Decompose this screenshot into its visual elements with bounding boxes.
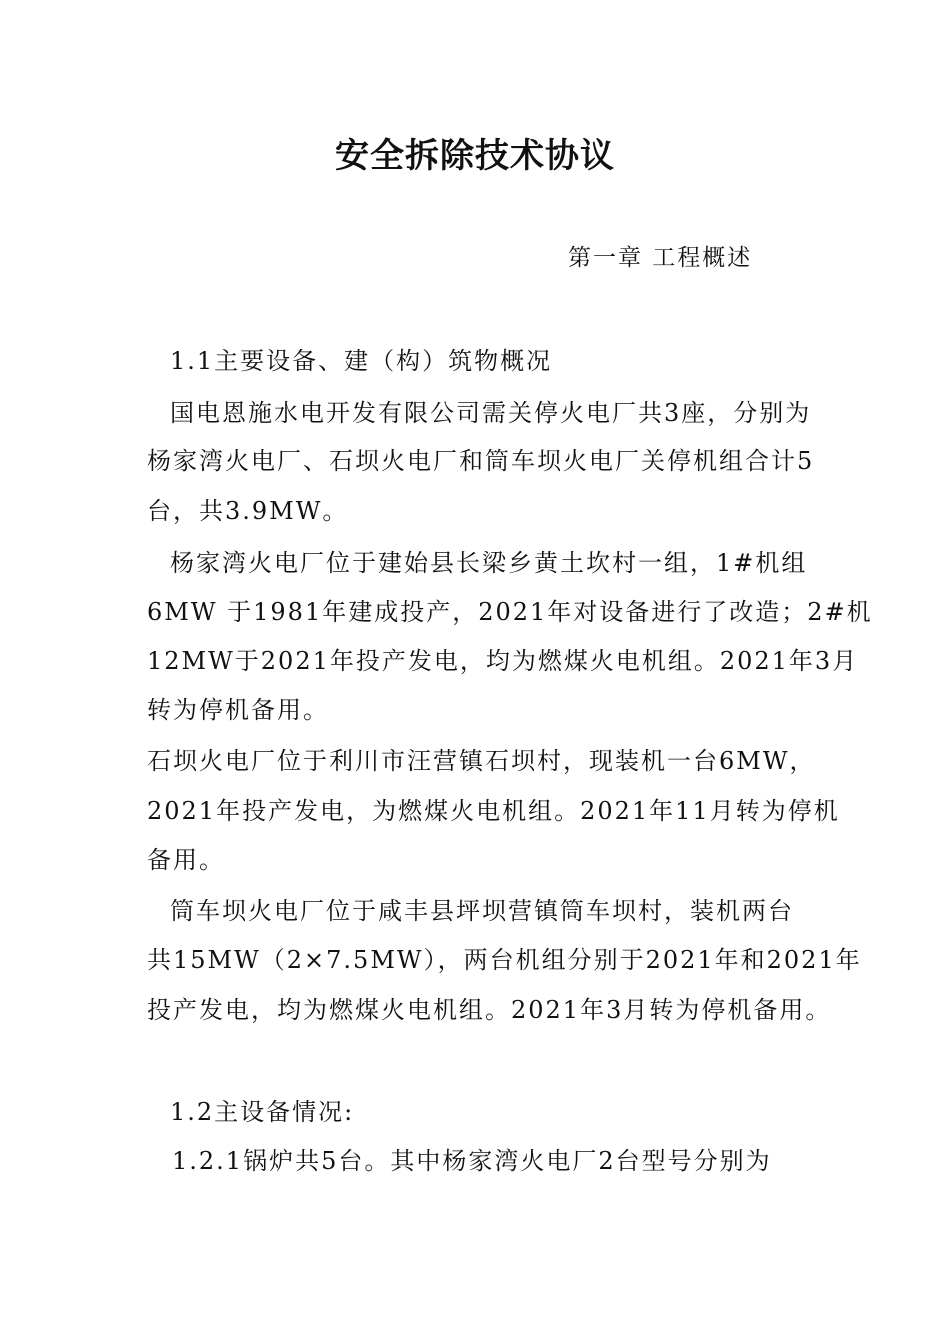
- paragraph-line: 国电恩施水电开发有限公司需关停火电厂共3座，分别为: [170, 399, 812, 427]
- paragraph-line: 备用。: [147, 846, 225, 874]
- paragraph-line: 转为停机备用。: [147, 696, 329, 724]
- paragraph-line: 投产发电，均为燃煤火电机组。2021年3月转为停机备用。: [147, 996, 832, 1024]
- paragraph-line: 筒车坝火电厂位于咸丰县坪坝营镇筒车坝村，装机两台: [170, 897, 794, 925]
- paragraph-line: 6MW 于1981年建成投产，2021年对设备进行了改造；2#机: [147, 598, 873, 626]
- paragraph-line: 12MW于2021年投产发电，均为燃煤火电机组。2021年3月: [147, 647, 859, 675]
- paragraph-line: 共15MW（2×7.5MW），两台机组分别于2021年和2021年: [147, 946, 862, 974]
- document-title: 安全拆除技术协议: [335, 136, 615, 176]
- paragraph-line: 2021年投产发电，为燃煤火电机组。2021年11月转为停机: [147, 797, 840, 825]
- paragraph-line: 杨家湾火电厂、石坝火电厂和筒车坝火电厂关停机组合计5: [147, 447, 815, 475]
- section-1-2-heading: 1.2主设备情况:: [170, 1098, 355, 1126]
- paragraph-line: 台，共3.9MW。: [147, 497, 349, 525]
- chapter-heading: 第一章 工程概述: [568, 245, 753, 271]
- section-1-1-heading: 1.1主要设备、建（构）筑物概况: [170, 347, 553, 375]
- paragraph-line: 石坝火电厂位于利川市汪营镇石坝村，现装机一台6MW，: [147, 747, 816, 775]
- paragraph-line: 杨家湾火电厂位于建始县长梁乡黄土坎村一组，1#机组: [170, 549, 808, 577]
- item-1-2-1: 1.2.1锅炉共5台。其中杨家湾火电厂2台型号分别为: [172, 1147, 772, 1175]
